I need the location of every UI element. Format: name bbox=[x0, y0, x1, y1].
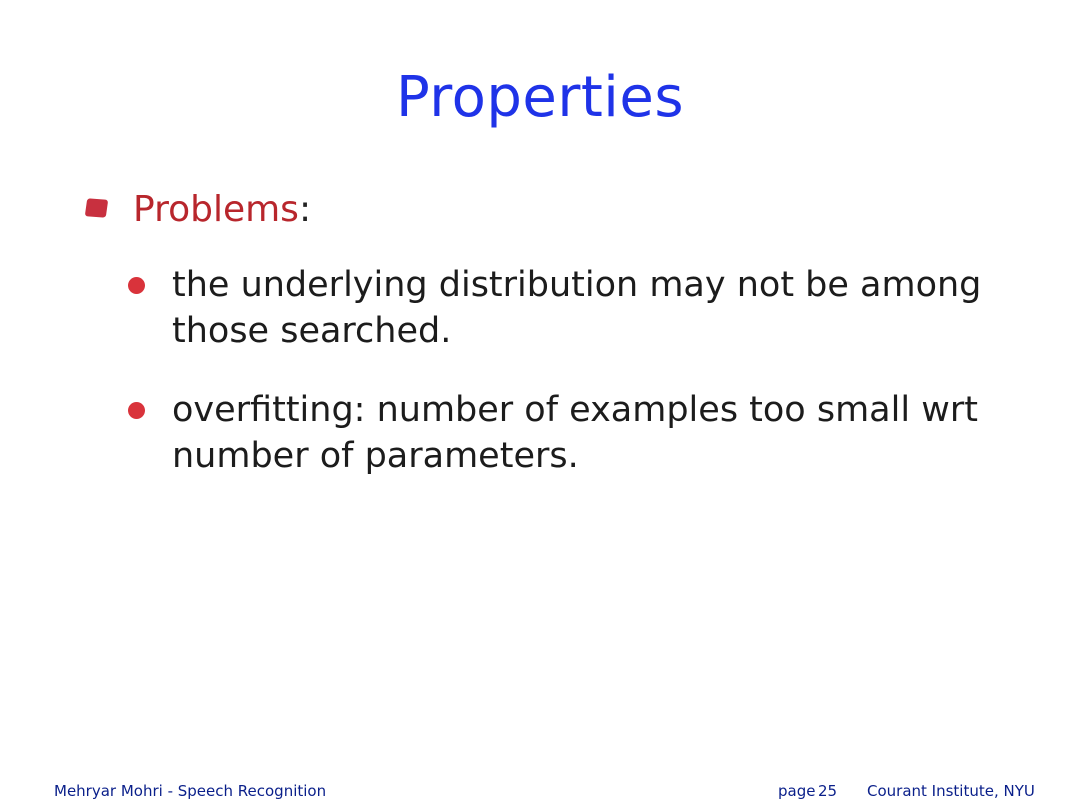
footer-page-label: page bbox=[778, 782, 816, 800]
dot-bullet-icon bbox=[128, 402, 145, 419]
problems-colon: : bbox=[298, 189, 312, 230]
footer-institution: Courant Institute, NYU bbox=[867, 782, 1035, 800]
sub-bullet-text: overfitting: number of examples too small wrt number of parameters. bbox=[172, 390, 978, 476]
level1-text bbox=[133, 186, 311, 234]
problems-label: Problems bbox=[133, 189, 299, 230]
sub-bullet-item bbox=[128, 262, 1008, 354]
slide-title: Properties bbox=[395, 65, 684, 130]
level1-bullet-problems bbox=[86, 186, 311, 234]
dot-bullet-icon bbox=[128, 277, 145, 294]
square-bullet-icon bbox=[85, 198, 108, 217]
footer-author-course: Mehryar Mohri - Speech Recognition bbox=[54, 782, 327, 800]
sub-bullet-text: the underlying distribution may not be among those searched. bbox=[172, 265, 982, 351]
footer-page-number: 25 bbox=[818, 782, 838, 800]
sub-bullet-item bbox=[128, 387, 1008, 479]
